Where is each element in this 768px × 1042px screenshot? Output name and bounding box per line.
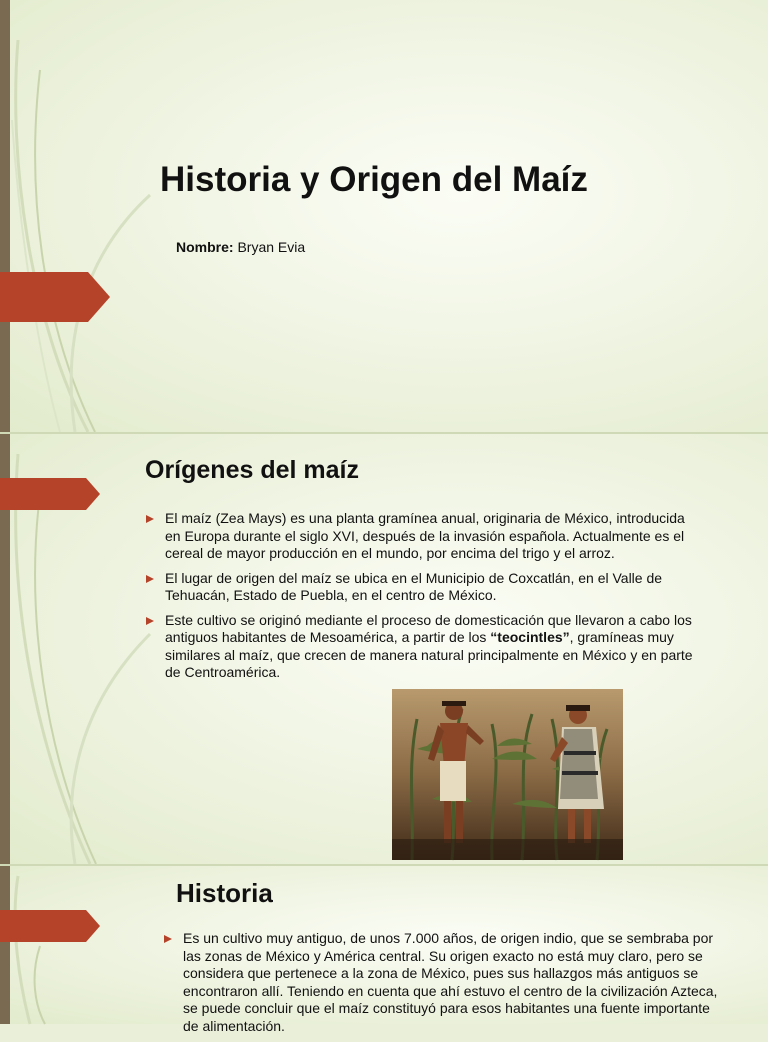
arrow-bullet-icon	[146, 617, 154, 625]
bullet-text-before: Este cultivo se originó mediante el proceso de domesticación que llevaron a cabo los antiguos habitantes de Mesoamérica, a partir de los	[165, 611, 692, 645]
author-name: Bryan Evia	[237, 239, 306, 255]
author-line	[176, 239, 305, 255]
slide-historia	[0, 866, 768, 1034]
list-item	[164, 930, 720, 1035]
arrow-tab-decoration	[0, 478, 100, 510]
bullet-text: Es un cultivo muy antiguo, de unos 7.000 años, de origen indio, que se sembraba por las zonas de México y América central. Su origen exacto no está muy claro, pero se considera que pertenece a la zona de México, pues sus hallazgos más antiguos se encontraron allí. Teniendo en cuenta que ahí estuvo el centro de la civilización Azteca, se puede concluir que el maíz constituyó para esos habitantes una fuente importante de alimentación.	[183, 930, 718, 1034]
arrow-tab-decoration	[0, 910, 100, 942]
bullet-text-bold: “teocintles”	[490, 629, 570, 645]
list-item	[146, 612, 702, 682]
list-item	[146, 510, 702, 563]
bullet-list	[164, 930, 720, 1042]
arrow-bullet-icon	[146, 515, 154, 523]
bullet-text: El lugar de origen del maíz se ubica en el Municipio de Coxcatlán, en el Valle de Tehuacán, Estado de Puebla, en el centro de México.	[165, 569, 663, 603]
bullet-text: El maíz (Zea Mays) es una planta gramínea anual, originaria de México, introducida en Europa durante el siglo XVI, después de la invasión española. Actualmente es el cereal de mayor producción en el mundo, por encima del trigo y el arroz.	[165, 510, 685, 561]
slide-title	[0, 0, 768, 432]
presentation-title: Historia y Origen del Maíz	[160, 160, 588, 199]
section-title: Historia	[176, 878, 273, 908]
swoosh-decoration	[0, 866, 160, 1024]
slide-origenes	[0, 434, 768, 864]
bullet-list	[146, 510, 702, 689]
bullet-text-after: , gramíneas muy similares al maíz, que crecen de manera natural principalmente en México y en parte de Centroamérica.	[165, 629, 693, 680]
arrow-tab-decoration	[0, 272, 110, 322]
arrow-bullet-icon	[146, 575, 154, 583]
section-title: Orígenes del maíz	[145, 456, 359, 484]
author-label: Nombre:	[176, 239, 234, 255]
swoosh-decoration	[0, 0, 160, 432]
aztec-maize-painting-image	[392, 689, 623, 860]
arrow-bullet-icon	[164, 935, 172, 943]
list-item	[146, 570, 702, 605]
